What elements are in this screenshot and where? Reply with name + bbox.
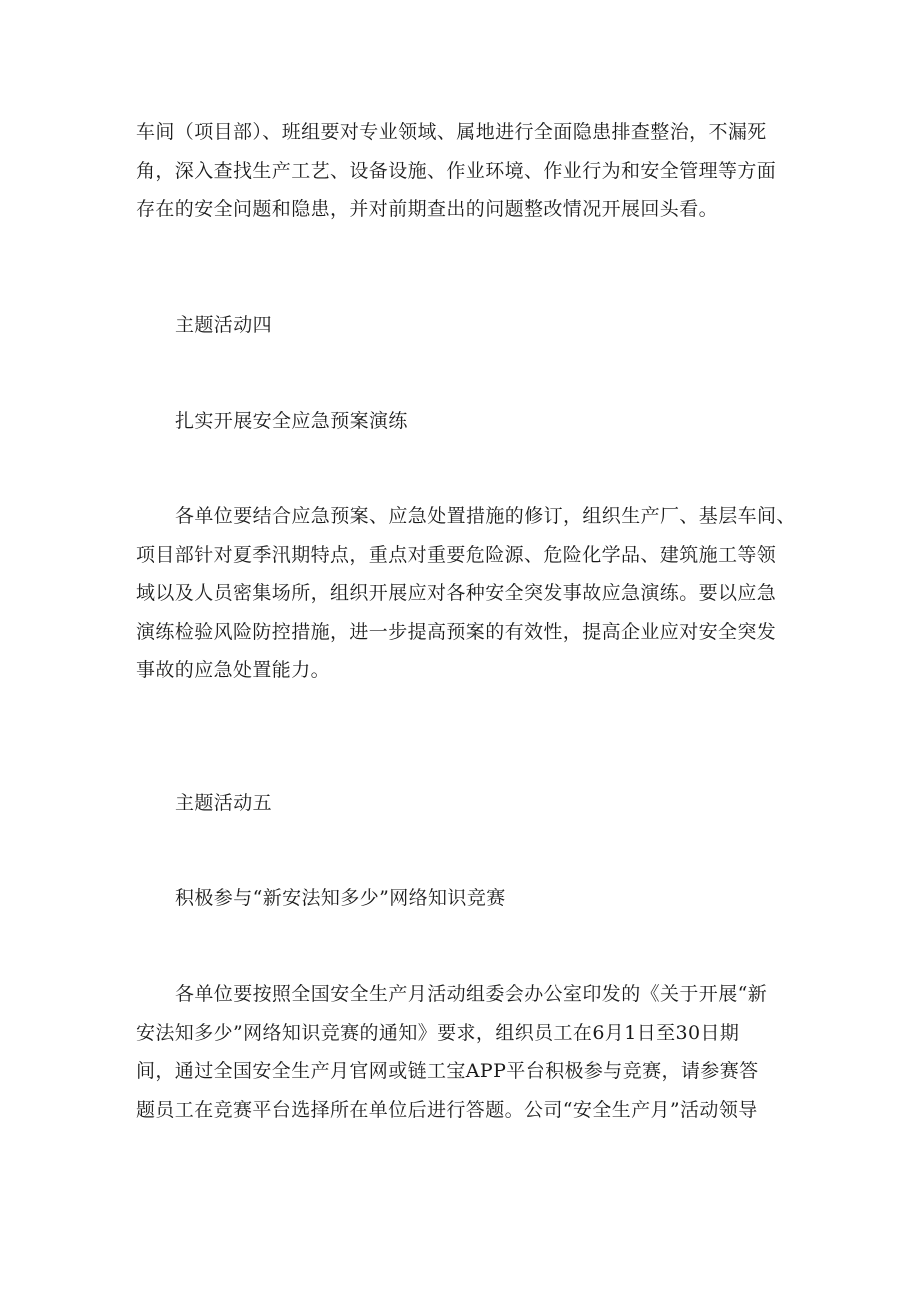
paragraph-line: 存在的安全问题和隐患，并对前期查出的问题整改情况开展回头看。 — [136, 198, 719, 220]
paragraph-line: 安法知多少”网络知识竞赛的通知》要求，组织员工在6月1日至30日期 — [136, 1021, 740, 1044]
paragraph-line: 域以及人员密集场所，组织开展应对各种安全突发事故应急演练。要以应急 — [136, 582, 777, 604]
paragraph-line: 车间（项目部）、班组要对专业领域、属地进行全面隐患排查整治，不漏死 — [136, 121, 767, 143]
paragraph-line: 演练检验风险防控措施，进一步提高预案的有效性，提高企业应对安全突发 — [136, 620, 777, 643]
paragraph-line: 项目部针对夏季汛期特点，重点对重要危险源、危险化学品、建筑施工等领 — [136, 543, 777, 566]
activity-4-title: 主题活动四 — [175, 314, 273, 336]
paragraph-line: 间，通过全国安全生产月官网或链工宝APP平台积极参与竞赛，请参赛答 — [136, 1060, 759, 1082]
paragraph-hazard-inspection — [136, 113, 796, 229]
activity-4-subtitle: 扎实开展安全应急预案演练 — [175, 410, 408, 432]
paragraph-line: 事故的应急处置能力。 — [136, 659, 331, 681]
paragraph-line: 各单位要按照全国安全生产月活动组委会办公室印发的《关于开展“新 — [175, 983, 768, 1005]
paragraph-emergency-drill — [136, 497, 796, 690]
paragraph-line: 各单位要结合应急预案、应急处置措施的修订，组织生产厂、基层车间、 — [175, 505, 796, 527]
activity-5-subtitle: 积极参与“新安法知多少”网络知识竞赛 — [175, 887, 506, 909]
paragraph-knowledge-contest — [136, 975, 796, 1129]
activity-5-title: 主题活动五 — [175, 792, 273, 814]
paragraph-line: 题员工在竞赛平台选择所在单位后进行答题。公司“安全生产月”活动领导 — [136, 1098, 758, 1121]
paragraph-line: 角，深入查找生产工艺、设备设施、作业环境、作业行为和安全管理等方面 — [136, 159, 777, 182]
